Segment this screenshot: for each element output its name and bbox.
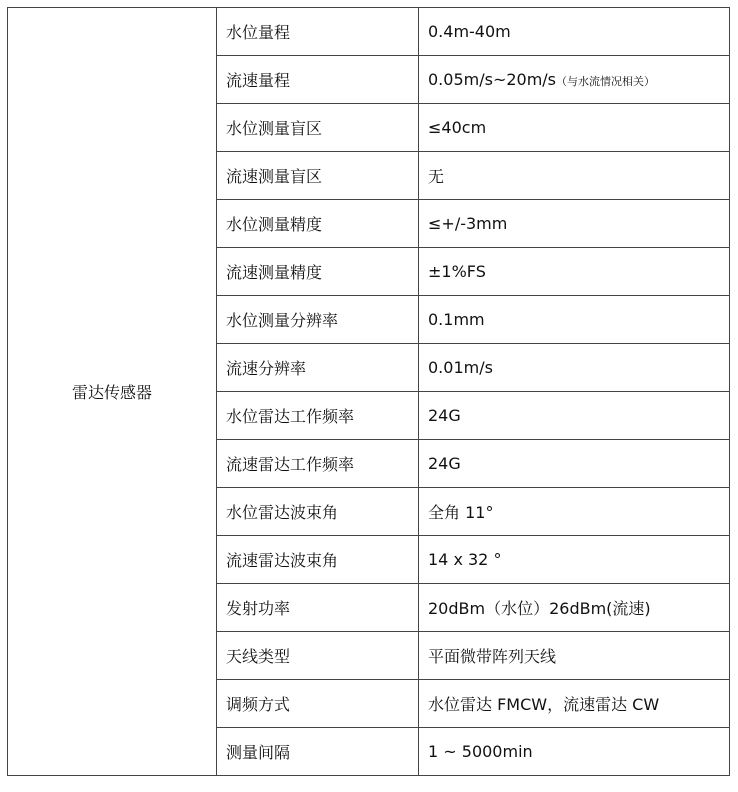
param-name: 流速测量精度: [217, 248, 419, 296]
param-name: 天线类型: [217, 632, 419, 680]
value-text: 水位雷达 FMCW，流速雷达 CW: [428, 695, 660, 714]
param-value: [419, 584, 730, 632]
param-value: [419, 200, 730, 248]
param-name: 流速测量盲区: [217, 152, 419, 200]
value-text: 0.4m-40m: [428, 22, 511, 41]
param-name: 流速雷达波束角: [217, 536, 419, 584]
param-name: 水位雷达工作频率: [217, 392, 419, 440]
param-value: [419, 680, 730, 728]
param-value: [419, 104, 730, 152]
spec-table: [7, 7, 730, 776]
param-value: [419, 440, 730, 488]
param-value: [419, 536, 730, 584]
param-value: [419, 56, 730, 104]
value-text: 0.05m/s~20m/s: [428, 70, 557, 89]
param-name: 水位量程: [217, 8, 419, 56]
value-text: 0.1mm: [428, 310, 485, 329]
param-value: [419, 728, 730, 776]
value-note: （与水流情况相关）: [556, 75, 656, 88]
param-value: [419, 152, 730, 200]
value-text: 平面微带阵列天线: [428, 647, 557, 666]
param-value: [419, 632, 730, 680]
param-value: [419, 296, 730, 344]
value-text: 24G: [428, 406, 461, 425]
param-value: [419, 344, 730, 392]
param-name: 流速分辨率: [217, 344, 419, 392]
value-text: 全角 11°: [428, 503, 494, 522]
param-name: 测量间隔: [217, 728, 419, 776]
param-name: 水位测量分辨率: [217, 296, 419, 344]
param-value: [419, 248, 730, 296]
param-value: [419, 8, 730, 56]
value-text: 无: [428, 167, 445, 186]
param-name: 水位雷达波束角: [217, 488, 419, 536]
value-text: 1 ~ 5000min: [428, 742, 533, 761]
value-text: ≤40cm: [428, 118, 487, 137]
param-value: [419, 392, 730, 440]
param-name: 发射功率: [217, 584, 419, 632]
category-cell: 雷达传感器: [8, 8, 217, 776]
value-text: 14 x 32 °: [428, 550, 502, 569]
param-name: 水位测量盲区: [217, 104, 419, 152]
value-text: ±1%FS: [428, 262, 486, 281]
param-name: 流速量程: [217, 56, 419, 104]
value-text: ≤+/-3mm: [428, 214, 508, 233]
param-name: 调频方式: [217, 680, 419, 728]
value-text: 0.01m/s: [428, 358, 493, 377]
param-name: 水位测量精度: [217, 200, 419, 248]
param-name: 流速雷达工作频率: [217, 440, 419, 488]
param-value: [419, 488, 730, 536]
table-row: [8, 8, 730, 56]
value-text: 24G: [428, 454, 461, 473]
value-text: 20dBm（水位）26dBm(流速): [428, 599, 651, 618]
